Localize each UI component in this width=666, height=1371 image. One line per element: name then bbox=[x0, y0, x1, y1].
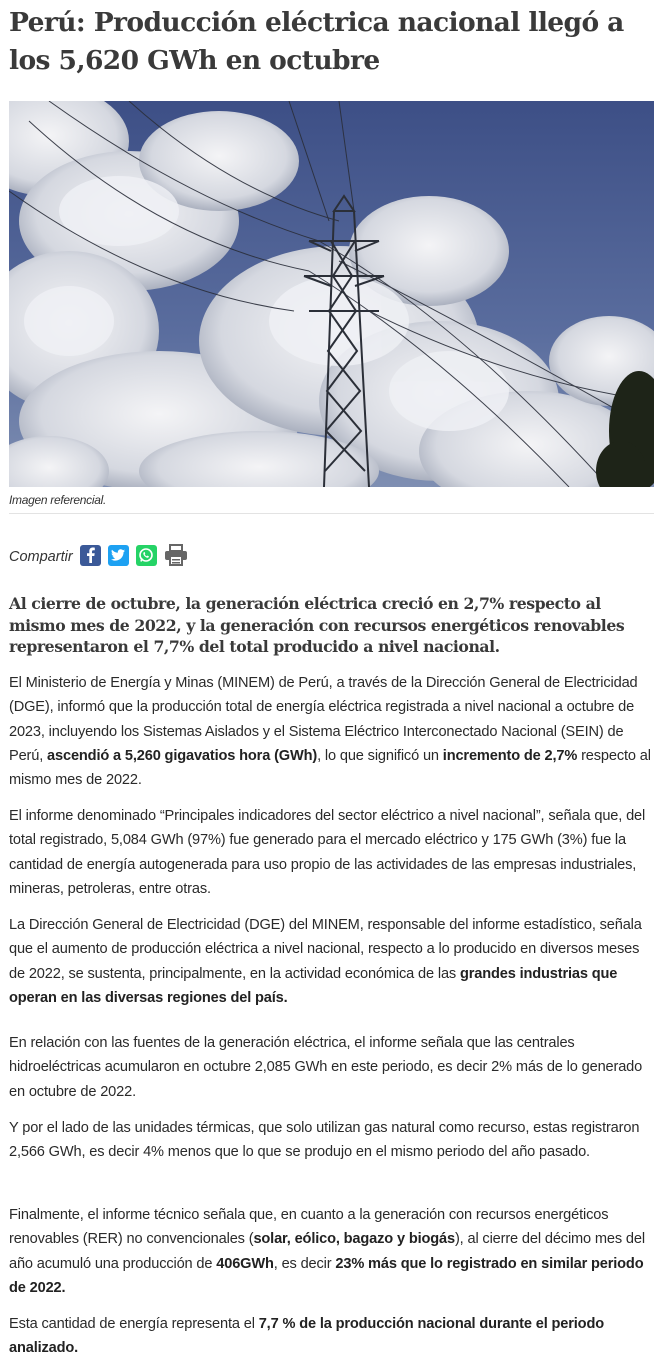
share-bar bbox=[9, 542, 195, 568]
paragraph-5: Y por el lado de las unidades térmicas, que solo utilizan gas natural como recurso, estas registraron 2,566 GWh, es decir 4% menos que lo que se produjo en el mismo periodo del año pasado. bbox=[9, 1120, 640, 1161]
paragraph-4: En relación con las fuentes de la generación eléctrica, el informe señala que las centrales hidroeléctricas acumularon en octubre 2,085 GWh en este periodo, es decir 2% más de lo generado en octubre de 2022. bbox=[9, 1035, 643, 1100]
paragraph-7: Esta cantidad de energía representa el 7,7 % de la producción nacional durante el periodo analizado. bbox=[9, 1316, 604, 1357]
paragraph-3: La Dirección General de Electricidad (DGE) del MINEM, responsable del informe estadístico, señala que el aumento de producción eléctrica a nivel nacional, respecto a lo producido en diversos meses de 2022, se sustenta, principalmente, en la actividad económica de las grandes industrias que operan en las diversas regiones del país. bbox=[9, 917, 642, 1006]
image-caption: Imagen referencial. bbox=[9, 493, 107, 507]
page-title: Perú: Producción eléctrica nacional llegó a los 5,620 GWh en octubre bbox=[9, 7, 624, 76]
paragraph-6: Finalmente, el informe técnico señala que, en cuanto a la generación con recursos energéticos renovables (RER) no convencionales (solar, eólico, bagazo y biogás), al cierre del décimo mes del año acumuló una producción de 406GWh, es decir 23% más que lo registrado en similar periodo de 2022. bbox=[9, 1207, 645, 1296]
whatsapp-icon[interactable] bbox=[136, 545, 157, 566]
divider bbox=[9, 513, 654, 514]
article-photo bbox=[9, 101, 654, 487]
facebook-icon[interactable] bbox=[80, 545, 101, 566]
twitter-icon[interactable] bbox=[108, 545, 129, 566]
print-icon[interactable] bbox=[164, 545, 188, 566]
article-lead: Al cierre de octubre, la generación eléctrica creció en 2,7% respecto al mismo mes de 2022, y la generación con recursos energéticos renovables representaron el 7,7% del total producido a nivel nacional. bbox=[9, 594, 625, 656]
paragraph-1: El Ministerio de Energía y Minas (MINEM) de Perú, a través de la Dirección General de Electricidad (DGE), informó que la producción total de energía eléctrica registrada a nivel nacional a octubre de 2023, incluyendo los Sistemas Aislados y el Sistema Eléctrico Interconectado Nacional (SEIN) de Perú, ascendió a 5,260 gigavatios hora (GWh), lo que significó un incremento de 2,7% respecto al mismo mes de 2022. bbox=[9, 675, 651, 789]
share-label: Compartir bbox=[9, 549, 73, 565]
paragraph-2: El informe denominado “Principales indicadores del sector eléctrico a nivel nacional”, señala que, del total registrado, 5,084 GWh (97%) fue generado para el mercado eléctrico y 175 GWh (3%) fue la cantidad de energía autogenerada para uso propio de las actividades de las empresas industriales, mineras, petroleras, entre otras. bbox=[9, 808, 646, 897]
